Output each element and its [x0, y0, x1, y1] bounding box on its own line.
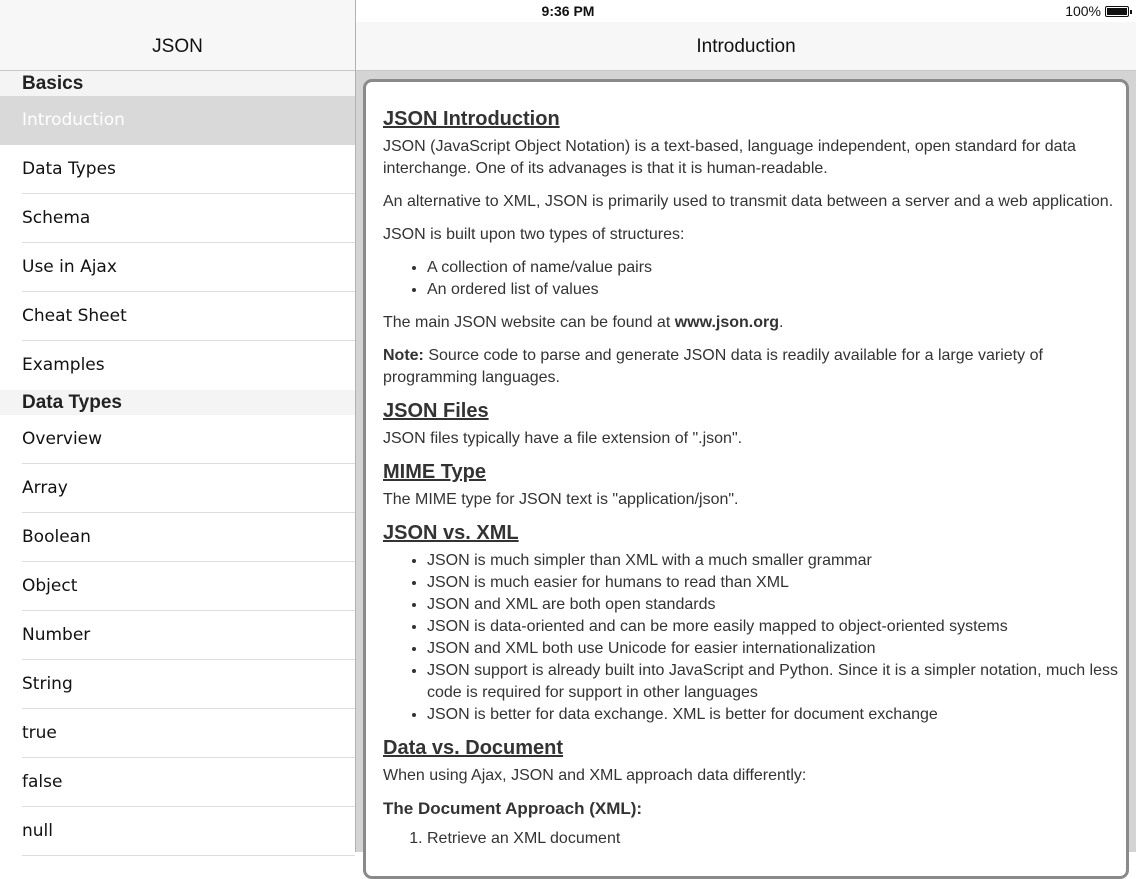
sidebar-item-schema[interactable]: Schema: [0, 194, 355, 243]
sidebar-title: JSON: [152, 36, 203, 57]
list-item: • JSON is much easier for humans to read than XML: [427, 572, 1123, 594]
vs-list: [383, 550, 1123, 726]
sidebar-item-introduction[interactable]: Introduction: [0, 96, 355, 145]
sidebar-item-boolean[interactable]: Boolean: [0, 513, 355, 562]
website-link[interactable]: www.json.org: [674, 314, 780, 331]
sidebar: [0, 0, 355, 852]
article: [383, 108, 1123, 850]
heading-json-vs-xml: JSON vs. XML: [383, 522, 519, 544]
paragraph-note: [383, 345, 1123, 389]
paragraph-website: [383, 312, 1123, 334]
note-label: Note:: [383, 347, 424, 364]
list-item: • JSON is much simpler than XML with a much smaller grammar: [427, 550, 1123, 572]
list-item: • JSON support is already built into JavaScript and Python. Since it is a simpler notation, much less code is required for support in other languages: [427, 660, 1123, 704]
battery-icon: [1105, 6, 1129, 17]
section-header-basics: Basics: [0, 71, 355, 96]
paragraph-data-vs-document: When using Ajax, JSON and XML approach data differently:: [383, 767, 807, 784]
structures-list: [383, 257, 1123, 301]
sidebar-item-number[interactable]: Number: [0, 611, 355, 660]
section-header-data-types: Data Types: [0, 390, 355, 415]
sidebar-item-use-in-ajax[interactable]: Use in Ajax: [0, 243, 355, 292]
document-steps-list: [383, 828, 1123, 850]
sidebar-item-examples[interactable]: Examples: [22, 355, 105, 375]
web-view[interactable]: [363, 79, 1129, 879]
note-text: Source code to parse and generate JSON data is readily available for a large variety of programming languages.: [383, 347, 1043, 386]
list-item: • JSON and XML both use Unicode for easier internationalization: [427, 638, 1123, 660]
list-item: • JSON is data-oriented and can be more easily mapped to object-oriented systems: [427, 616, 1123, 638]
website-prefix: The main JSON website can be found at: [383, 314, 675, 331]
heading-data-vs-document: Data vs. Document: [383, 737, 564, 759]
detail-nav-bar: [356, 22, 1136, 71]
sidebar-item-string[interactable]: String: [0, 660, 355, 709]
topic-list[interactable]: [0, 71, 355, 852]
sidebar-item-null[interactable]: null: [0, 807, 355, 856]
page-title: Introduction: [696, 36, 796, 57]
paragraph-files: JSON files typically have a file extension of ".json".: [383, 430, 743, 447]
sidebar-item-data-types[interactable]: Data Types: [0, 145, 355, 194]
sidebar-nav-bar: [0, 22, 355, 71]
detail-content-area: [356, 71, 1136, 852]
sidebar-item-array[interactable]: Array: [0, 464, 355, 513]
list-item: • JSON and XML are both open standards: [427, 594, 1123, 616]
paragraph-mime: The MIME type for JSON text is "application/json".: [383, 491, 739, 508]
paragraph-definition: JSON (JavaScript Object Notation) is a text-based, language independent, open standard for data interchange. One of its advanages is that it is human-readable.: [383, 138, 1076, 177]
battery-percent: 100%: [1065, 3, 1101, 19]
heading-document-approach: The Document Approach (XML):: [383, 799, 643, 818]
sidebar-item-cheat-sheet[interactable]: Cheat Sheet: [0, 292, 355, 341]
paragraph-structures: JSON is built upon two types of structures:: [383, 226, 685, 243]
website-suffix: .: [779, 314, 784, 331]
sidebar-item-object[interactable]: Object: [0, 562, 355, 611]
heading-json-introduction: JSON Introduction: [383, 108, 560, 130]
battery-indicator: [1065, 3, 1129, 19]
list-item: • JSON is better for data exchange. XML is better for document exchange: [427, 704, 1123, 726]
list-item: 1. Retrieve an XML document: [427, 828, 1123, 850]
list-item: • A collection of name/value pairs: [427, 257, 1123, 279]
heading-json-files: JSON Files: [383, 400, 489, 422]
heading-mime-type: MIME Type: [383, 461, 486, 483]
list-item: • An ordered list of values: [427, 279, 1123, 301]
clock: 9:36 PM: [541, 3, 595, 19]
paragraph-alternative: An alternative to XML, JSON is primarily used to transmit data between a server and a web application.: [383, 193, 1114, 210]
sidebar-item-true[interactable]: true: [0, 709, 355, 758]
sidebar-item-overview[interactable]: Overview: [0, 415, 355, 464]
sidebar-item-false[interactable]: false: [0, 758, 355, 807]
